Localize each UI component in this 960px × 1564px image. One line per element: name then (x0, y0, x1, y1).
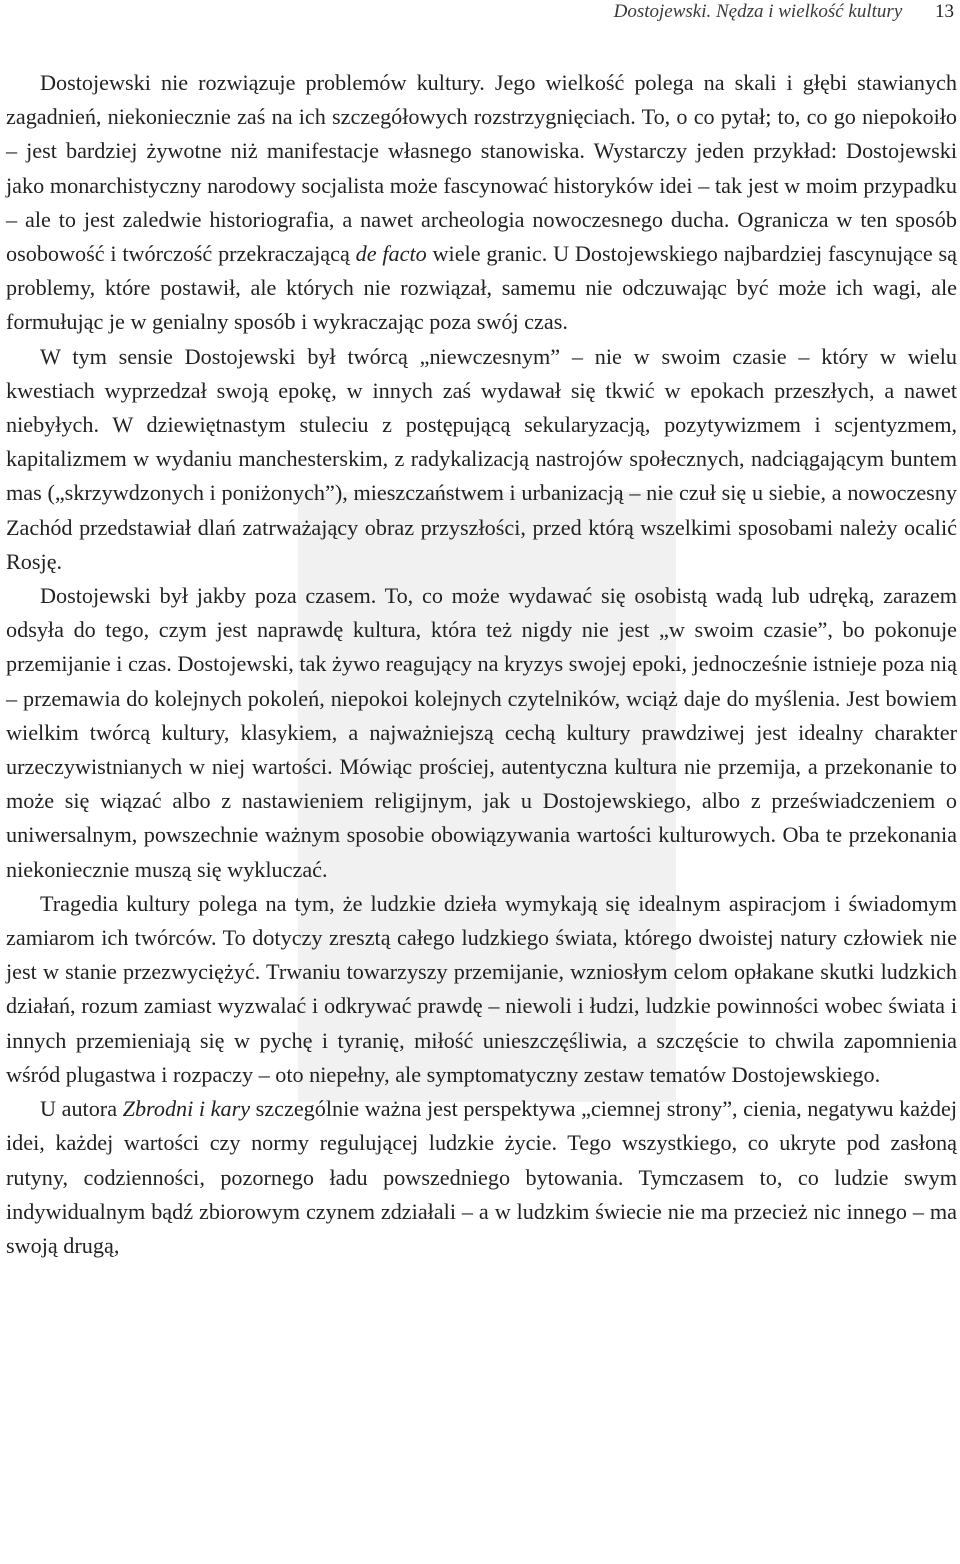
paragraph (6, 66, 957, 340)
italic-title: Zbrodni i kary (122, 1096, 251, 1122)
text-run: wiele granic. U Dostojewskiego najbardziej fascynujące są problemy, które postawił, ale których nie rozwiązał, samemu nie odczuwając być może ich wagi, ale formułując je w genialny sposób i wykraczając poza swój czas. (6, 241, 957, 335)
text-run: U autora (40, 1096, 123, 1122)
page-number: 13 (935, 1, 954, 22)
body-text (6, 66, 957, 1263)
running-header (614, 0, 954, 26)
italic-phrase: de facto (355, 241, 427, 267)
text-run: szczególnie ważna jest perspektywa „ciemnej strony”, cienia, negatywu każdej idei, każdej wartości czy normy regulującej ludzkie życie. Tego wszystkiego, co ukryte pod zasłoną rutyny, codzienności, pozornego ładu powszedniego bytowania. Tymczasem to, co ludzie swym indywidualnym bądź zbiorowym czynem zdziałali – a w ludzkim świecie nie ma przecież nic innego – ma swoją drugą, (6, 1096, 958, 1258)
paragraph (6, 579, 957, 887)
text-run: W tym sensie Dostojewski był twórcą „niewczesnym” – nie w swoim czasie – który w wielu kwestiach wyprzedzał swoją epokę, w innych zaś wydawał się tkwić w epokach przeszłych, a nawet niebyłych. W dziewiętnastym stuleciu z postępującą sekularyzacją, pozytywizmem i scjentyzmem, kapitalizmem w wydaniu manchesterskim, z radykalizacją nastrojów społecznych, nadciągającym buntem mas („skrzywdzonych i poniżonych”), mieszczaństwem i urbanizacją – nie czuł się u siebie, a nowoczesny Zachód przedstawiał dlań zatrważający obraz przyszłości, przed którą wszelkimi sposobami należy ocalić Rosję. (6, 343, 957, 574)
running-title: Dostojewski. Nędza i wielkość kultury (613, 1, 903, 22)
text-run: Dostojewski był jakby poza czasem. To, co może wydawać się osobistą wadą lub udręką, zarazem odsyła do tego, czym jest naprawdę kultura, która też nigdy nie jest „w swoim czasie”, bo pokonuje przemijanie i czas. Dostojewski, tak żywo reagujący na kryzys swojej epoki, jednocześnie istnieje poza nią – przemawia do kolejnych pokoleń, niepokoi kolejnych czytelników, wciąż daje do myślenia. Jest bowiem wielkim twórcą kultury, klasykiem, a najważniejszą cechą kultury prawdziwej jest idealny charakter urzeczywistnianych w niej wartości. Mówiąc prościej, autentyczna kultura nie przemija, a przekonanie to może się wiązać albo z nastawieniem religijnym, jak u Dostojewskiego, albo z przeświadczeniem o uniwersalnym, powszechnie ważnym sposobie obowiązywania wartości kulturowych. Oba te przekonania niekoniecznie muszą się wykluczać. (6, 583, 957, 882)
paragraph (6, 887, 957, 1092)
text-run: Dostojewski nie rozwiązuje problemów kultury. Jego wielkość polega na skali i głębi stawianych zagadnień, niekoniecznie zaś na ich szczegółowych rozstrzygnięciach. To, o co pytał; to, co go niepokoiło – jest bardziej żywotne niż manifestacje własnego stanowiska. Wystarczy jeden przykład: Dostojewski jako monarchistyczny narodowy socjalista może fascynować historyków idei – tak jest w moim przypadku – ale to jest zaledwie historiografia, a nawet archeologia nowoczesnego ducha. Ogranicza w ten sposób osobowość i twórczość przekraczającą (6, 70, 957, 267)
paragraph (6, 1092, 957, 1263)
text-run: Tragedia kultury polega na tym, że ludzkie dzieła wymykają się idealnym aspiracjom i świadomym zamiarom ich twórców. To dotyczy zresztą całego ludzkiego świata, którego dwoistej natury człowiek nie jest w stanie przezwyciężyć. Trwaniu towarzyszy przemijanie, wzniosłym celom opłakane skutki ludzkich działań, rozum zamiast wyzwalać i odkrywać prawdę – niewoli i łudzi, ludzkie powinności wobec świata i innych przemieniają się w pychę i tyranię, miłość unieszczęśliwia, a szczęście to chwila zapomnienia wśród plugastwa i rozpaczy – oto niepełny, ale symptomatyczny zestaw tematów Dostojewskiego. (6, 890, 957, 1087)
paragraph (6, 340, 957, 579)
